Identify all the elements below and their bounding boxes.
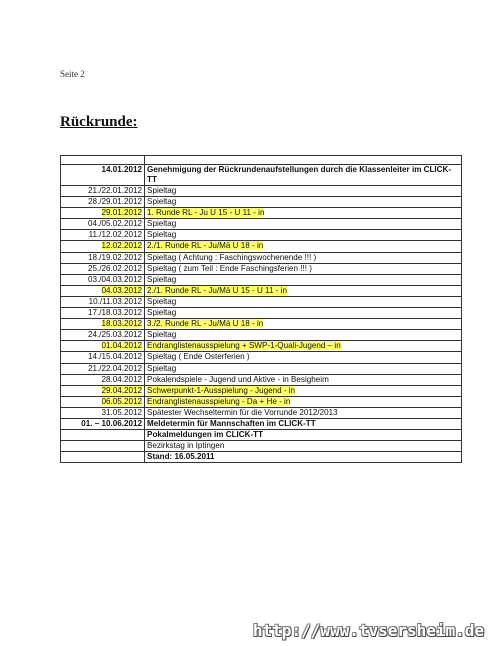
date-cell (61, 285, 145, 296)
date-text: 06.05.2012 (101, 396, 143, 406)
event-text: Bezirkstag in Iptingen (147, 441, 225, 451)
date-cell (61, 407, 145, 418)
table-row (61, 363, 462, 374)
event-text: Spieltag (147, 363, 177, 373)
event-text: Pokalendspiele - Jugend und Aktive - in Besigheim (147, 374, 329, 384)
table-row (61, 396, 462, 407)
event-text: 3./2. Runde RL - Ju/Mä U 18 - in (147, 319, 264, 329)
table-row (61, 186, 462, 197)
date-cell (61, 374, 145, 385)
date-text: 10./11.03.2012 (88, 296, 143, 306)
event-cell (145, 208, 462, 219)
event-cell (145, 186, 462, 197)
date-text: 31.05.2012 (101, 407, 143, 417)
schedule-table (60, 155, 462, 463)
event-cell (145, 341, 462, 352)
event-text: Endranglistenausspielung - Da + He - in (147, 396, 291, 406)
event-cell (145, 165, 462, 186)
date-cell (61, 396, 145, 407)
date-cell (61, 385, 145, 396)
event-cell (145, 407, 462, 418)
event-cell (145, 319, 462, 330)
date-cell (61, 219, 145, 230)
event-cell (145, 274, 462, 285)
event-cell (145, 452, 462, 463)
table-row (61, 418, 462, 429)
date-cell (61, 230, 145, 241)
event-text: Spieltag (147, 186, 177, 195)
date-cell (61, 352, 145, 363)
date-cell (61, 241, 145, 252)
schedule-table-body (61, 156, 462, 463)
event-cell (145, 396, 462, 407)
table-row (61, 319, 462, 330)
event-text: Spieltag (147, 230, 177, 240)
date-text: 17./18.03.2012 (88, 308, 143, 318)
table-row (61, 330, 462, 341)
table-row (61, 374, 462, 385)
event-cell (145, 374, 462, 385)
date-text: 03./04.03.2012 (88, 274, 143, 284)
date-text: 21./22.01.2012 (88, 186, 143, 195)
date-text: 01.04.2012 (101, 341, 143, 351)
event-cell (145, 363, 462, 374)
event-cell (145, 330, 462, 341)
table-row (61, 441, 462, 452)
date-text: 25./26.02.2012 (88, 263, 143, 273)
spacer-cell (145, 156, 462, 165)
event-text: Meldetermin für Mannschaften im CLICK-TT (147, 418, 316, 428)
date-text: 24./25.03.2012 (88, 330, 143, 340)
date-text: 01. – 10.06.2012 (81, 418, 143, 428)
date-text: 29.01.2012 (101, 208, 143, 218)
date-text: 28.04.2012 (101, 374, 143, 384)
event-cell (145, 308, 462, 319)
spacer-cell (61, 156, 145, 165)
date-cell (61, 308, 145, 319)
event-cell (145, 241, 462, 252)
table-row (61, 341, 462, 352)
date-text: 18.03.2012 (101, 319, 143, 329)
table-row (61, 308, 462, 319)
event-text: Stand: 16.05.2011 (147, 452, 215, 462)
table-row (61, 252, 462, 263)
date-text: 21./22.04.2012 (88, 363, 143, 373)
date-text: 12.02.2012 (101, 241, 143, 251)
table-row (61, 230, 462, 241)
date-cell (61, 418, 145, 429)
date-text: 18./19.02.2012 (88, 252, 143, 262)
event-text: Spieltag ( Ende Osterferien ) (147, 352, 250, 362)
table-row (61, 197, 462, 208)
date-text: 29.04.2012 (101, 385, 143, 395)
event-text: Spieltag ( Achtung : Faschingswochenende !!! ) (147, 252, 317, 262)
event-cell (145, 263, 462, 274)
table-row (61, 274, 462, 285)
date-cell (61, 263, 145, 274)
table-row (61, 219, 462, 230)
table-row (61, 452, 462, 463)
table-row (61, 285, 462, 296)
table-row (61, 407, 462, 418)
event-text: Pokalmeldungen im CLICK-TT (147, 430, 264, 440)
event-cell (145, 230, 462, 241)
event-text: Spieltag (147, 330, 177, 340)
event-cell (145, 352, 462, 363)
event-text: Spieltag (147, 296, 177, 306)
table-row (61, 208, 462, 219)
event-cell (145, 252, 462, 263)
event-text: Schwerpunkt-1-Ausspielung - Jugend - in (147, 385, 296, 395)
date-text: 14.01.2012 (101, 165, 143, 174)
date-cell (61, 186, 145, 197)
event-text: Spieltag (147, 274, 177, 284)
event-cell (145, 430, 462, 441)
event-cell (145, 385, 462, 396)
event-cell (145, 418, 462, 429)
table-row (61, 296, 462, 307)
event-text: Spieltag (147, 219, 177, 229)
event-text: Spieltag (147, 308, 177, 318)
event-cell (145, 296, 462, 307)
event-text: Spätester Wechseltermin für die Vorrunde 2012/2013 (147, 407, 338, 417)
date-text: 04.03.2012 (101, 285, 143, 295)
event-text: Endranglistenausspielung + SWP-1-Quali-Jugend – in (147, 341, 341, 351)
table-spacer-row (61, 156, 462, 165)
website-watermark: http://www.tvsersheim.de (253, 621, 485, 640)
event-text: 1. Runde RL - Ju U 15 - U 11 - in (147, 208, 265, 218)
date-cell (61, 430, 145, 441)
event-cell (145, 285, 462, 296)
table-row (61, 352, 462, 363)
date-text: 28./29.01.2012 (88, 197, 143, 207)
section-title: Rückrunde: (60, 114, 138, 130)
date-cell (61, 296, 145, 307)
table-row (61, 165, 462, 186)
date-cell (61, 274, 145, 285)
date-cell (61, 363, 145, 374)
event-text: Genehmigung der Rückrundenaufstellungen durch die Klassenleiter im CLICK-TT (147, 165, 452, 184)
event-cell (145, 219, 462, 230)
date-cell (61, 330, 145, 341)
table-row (61, 241, 462, 252)
date-cell (61, 197, 145, 208)
date-text: 14./15.04.2012 (88, 352, 143, 362)
event-cell (145, 197, 462, 208)
table-row (61, 430, 462, 441)
date-cell (61, 319, 145, 330)
event-text: 2./1. Runde RL - Ju/Mä U 18 - in (147, 241, 264, 251)
date-cell (61, 341, 145, 352)
date-cell (61, 452, 145, 463)
page-number-label: Seite 2 (60, 69, 85, 79)
event-cell (145, 441, 462, 452)
date-cell (61, 208, 145, 219)
date-cell (61, 165, 145, 186)
date-text: 11./12.02.2012 (88, 230, 143, 240)
table-row (61, 263, 462, 274)
date-text: 04./05.02.2012 (88, 219, 143, 229)
event-text: Spieltag ( zum Teil : Ende Faschingsferien !!! ) (147, 263, 312, 273)
event-text: Spieltag (147, 197, 177, 207)
event-text: 2./1. Runde RL - Ju/Mä U 15 - U 11 - in (147, 285, 287, 295)
date-cell (61, 441, 145, 452)
date-cell (61, 252, 145, 263)
table-row (61, 385, 462, 396)
